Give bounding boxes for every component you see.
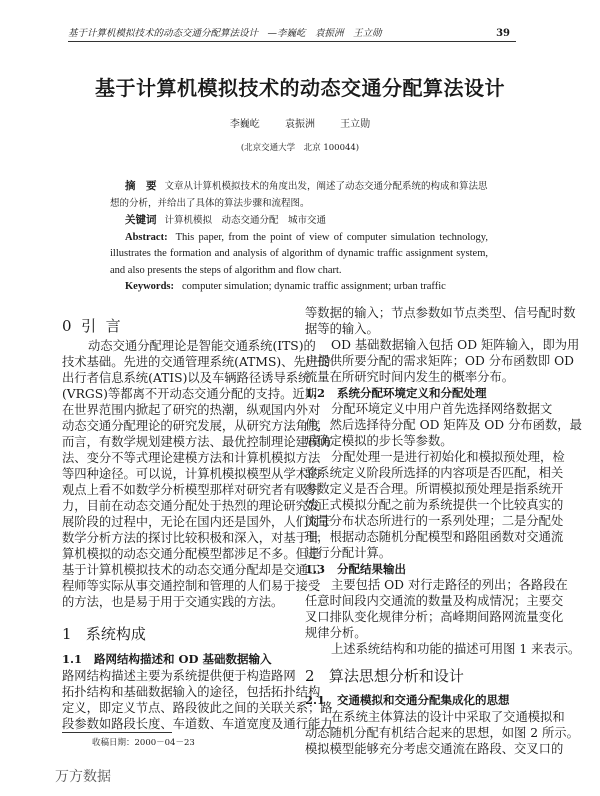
text-line: 理，根据动态随机分配模型和路阻函数对交通流 <box>305 530 564 544</box>
keywords-zh-label: 关键词 <box>125 214 157 226</box>
text-line: 拓扑结构和基础数据输入的途径，包括拓扑结构 <box>62 685 321 699</box>
text-line: 进行分配计算。 <box>305 546 392 560</box>
subsection-heading: 1.3 分配结果输出 <box>305 562 407 576</box>
text-line: OD 基础数据输入包括 OD 矩阵输入，即为用 <box>331 338 580 352</box>
section-heading: 1 系统构成 <box>62 625 146 643</box>
text-line: 动态随机分配有机结合起来的思想，如图 2 所示。 <box>305 726 579 740</box>
abstract-zh-text: 文章从计算机模拟技术的角度出发，阐述了动态交通分配系统的构成和算法思想的分析，并给出了具体的算法步骤和流程图。 <box>110 181 488 209</box>
text-line: 据等的输入。 <box>305 322 379 336</box>
text-line: 基于计算机模拟技术的动态交通分配却是交通工 <box>62 563 321 577</box>
text-line: 分配环境定义中用户首先选择网络数据文 <box>331 402 553 416</box>
text-line: 动态交通分配理论是智能交通系统(ITS)的 <box>88 339 316 353</box>
abstract-en-label: Abstract: <box>125 231 168 243</box>
keywords-zh <box>110 212 488 230</box>
paper-title: 基于计算机模拟技术的动态交通分配算法设计 <box>95 76 505 100</box>
text-line: 动态交通分配理论的研究发展，从研究方法角度 <box>62 419 321 433</box>
text-line: 参数定义是否合理。所谓模拟预处理是指系统开 <box>305 482 564 496</box>
right-column <box>305 305 582 757</box>
text-line: 规律分析。 <box>305 626 367 640</box>
text-line: 户提供所要分配的需求矩阵；OD 分布函数即 OD <box>305 354 575 368</box>
paragraph <box>305 641 581 657</box>
footnote-received-date: 收稿日期：2000－04－23 <box>92 738 195 748</box>
abstract-en <box>110 230 488 280</box>
footnote-divider <box>62 732 172 733</box>
text-line: 主要包括 OD 对行走路径的列出；各路段在 <box>331 578 568 592</box>
paragraph <box>305 709 579 757</box>
paragraph <box>305 305 576 337</box>
text-line: (VRGS)等都离不开动态交通分配的支持。近期 <box>62 387 318 401</box>
paragraph <box>305 337 580 385</box>
paragraph <box>62 338 333 610</box>
text-line: 的方法，也是易于用于交通实践的方法。 <box>62 595 284 609</box>
keywords-zh-text: 计算机模拟 动态交通分配 城市交通 <box>164 215 327 226</box>
text-line: 流量分布状态所进行的一系列处理；二是分配处 <box>305 514 564 528</box>
running-header-text: 基于计算机模拟技术的动态交通分配算法设计 —李巍屹 袁振洲 王立勋 <box>68 28 382 39</box>
watermark: 万方数据 <box>55 769 111 785</box>
text-line: 而言，有数学规划建模方法、最优控制理论建模方 <box>62 435 333 449</box>
text-line: 展阶段的过程中，无论在国内还是国外，人们对于 <box>62 515 333 529</box>
abstract-block <box>110 178 488 296</box>
affiliation: (北京交通大学 北京 100044) <box>240 143 360 153</box>
text-line: 验系统定义阶段所选择的内容项是否匹配，相关 <box>305 466 564 480</box>
page-number: 39 <box>496 28 510 39</box>
text-line: 上述系统结构和功能的描述可用图 1 来表示。 <box>331 642 581 656</box>
paragraph <box>62 668 333 732</box>
text-line: 模拟模型能够充分考虑交通流在路段、交叉口的 <box>305 742 564 756</box>
text-line: 流量在所研究时间内发生的概率分布。 <box>305 370 515 384</box>
authors: 李巍屹 袁振洲 王立勋 <box>229 119 371 130</box>
text-line: 定义，即定义节点、路段彼此之间的关联关系；路 <box>62 701 333 715</box>
keywords-en-label: Keywords: <box>125 281 174 292</box>
section-heading: 0 引 言 <box>62 317 121 335</box>
text-line: 等数据的输入；节点参数如节点类型、信号配时数 <box>305 306 576 320</box>
paragraph <box>305 577 568 641</box>
text-line: 在系统主体算法的设计中采取了交通模拟和 <box>331 710 565 724</box>
text-line: 分配处理一是进行初始化和模拟预处理，检 <box>331 450 565 464</box>
text-line: 力，目前在动态交通分配处于热烈的理论研究发 <box>62 499 321 513</box>
text-line: 算机模拟的动态交通分配模型都涉足不多。但是 <box>62 547 321 561</box>
text-line: 后确定模拟的步长等参数。 <box>305 434 453 448</box>
text-line: 程师等实际从事交通控制和管理的人们易于接受 <box>62 579 321 593</box>
keywords-en <box>110 279 488 296</box>
text-line: 始正式模拟分配之前为系统提供一个比较真实的 <box>305 498 564 512</box>
text-line: 叉口排队变化规律分析；高峰期间路网流量变化 <box>305 610 564 624</box>
subsection-heading: 2.1 交通模拟和交通分配集成化的思想 <box>305 693 510 707</box>
text-line: 任意时间段内交通流的数量及构成情况；主要交 <box>305 594 564 608</box>
paragraph <box>305 401 582 449</box>
text-line: 法、变分不等式理论建模方法和计算机模拟方法 <box>62 451 321 465</box>
keywords-en-text: computer simulation; dynamic traffic assignment; urban traffic <box>182 281 446 292</box>
section-heading: 2 算法思想分析和设计 <box>305 667 464 685</box>
text-line: 等四种途径。可以说，计算机模拟模型从学术的 <box>62 467 321 481</box>
abstract-zh-label: 摘 要 <box>125 180 157 192</box>
text-line: 路网结构描述主要为系统提供便于构造路网 <box>62 669 296 683</box>
text-line: 数学分析方法的探讨比较积极和深入，对基于计 <box>62 531 321 545</box>
text-line: 在世界范围内掀起了研究的热潮，纵观国内外对 <box>62 403 321 417</box>
text-line: 段参数如路段长度、车道数、车道宽度及通行能力 <box>62 717 333 731</box>
text-line: 件，然后选择待分配 OD 矩阵及 OD 分布函数，最 <box>305 418 582 432</box>
text-line: 技术基础。先进的交通管理系统(ATMS)、先进的 <box>62 355 331 369</box>
abstract-en-text: This paper, from the point of view of computer simulation technology, illustrates the formation and analysis of algorithm of dynamic traffic assignment system, and also presents the steps of algorithm and flow chart. <box>110 231 488 276</box>
paragraph <box>305 449 565 561</box>
left-column <box>62 314 333 732</box>
text-line: 观点上看不如数学分析模型那样对研究者有吸引 <box>62 483 321 497</box>
running-header <box>68 26 516 42</box>
text-line: 出行者信息系统(ATIS)以及车辆路径诱导系统 <box>62 371 311 385</box>
abstract-zh <box>110 178 488 212</box>
subsection-heading: 1.2 系统分配环境定义和分配处理 <box>305 386 487 400</box>
subsection-heading: 1.1 路网结构描述和 OD 基础数据输入 <box>62 652 272 666</box>
